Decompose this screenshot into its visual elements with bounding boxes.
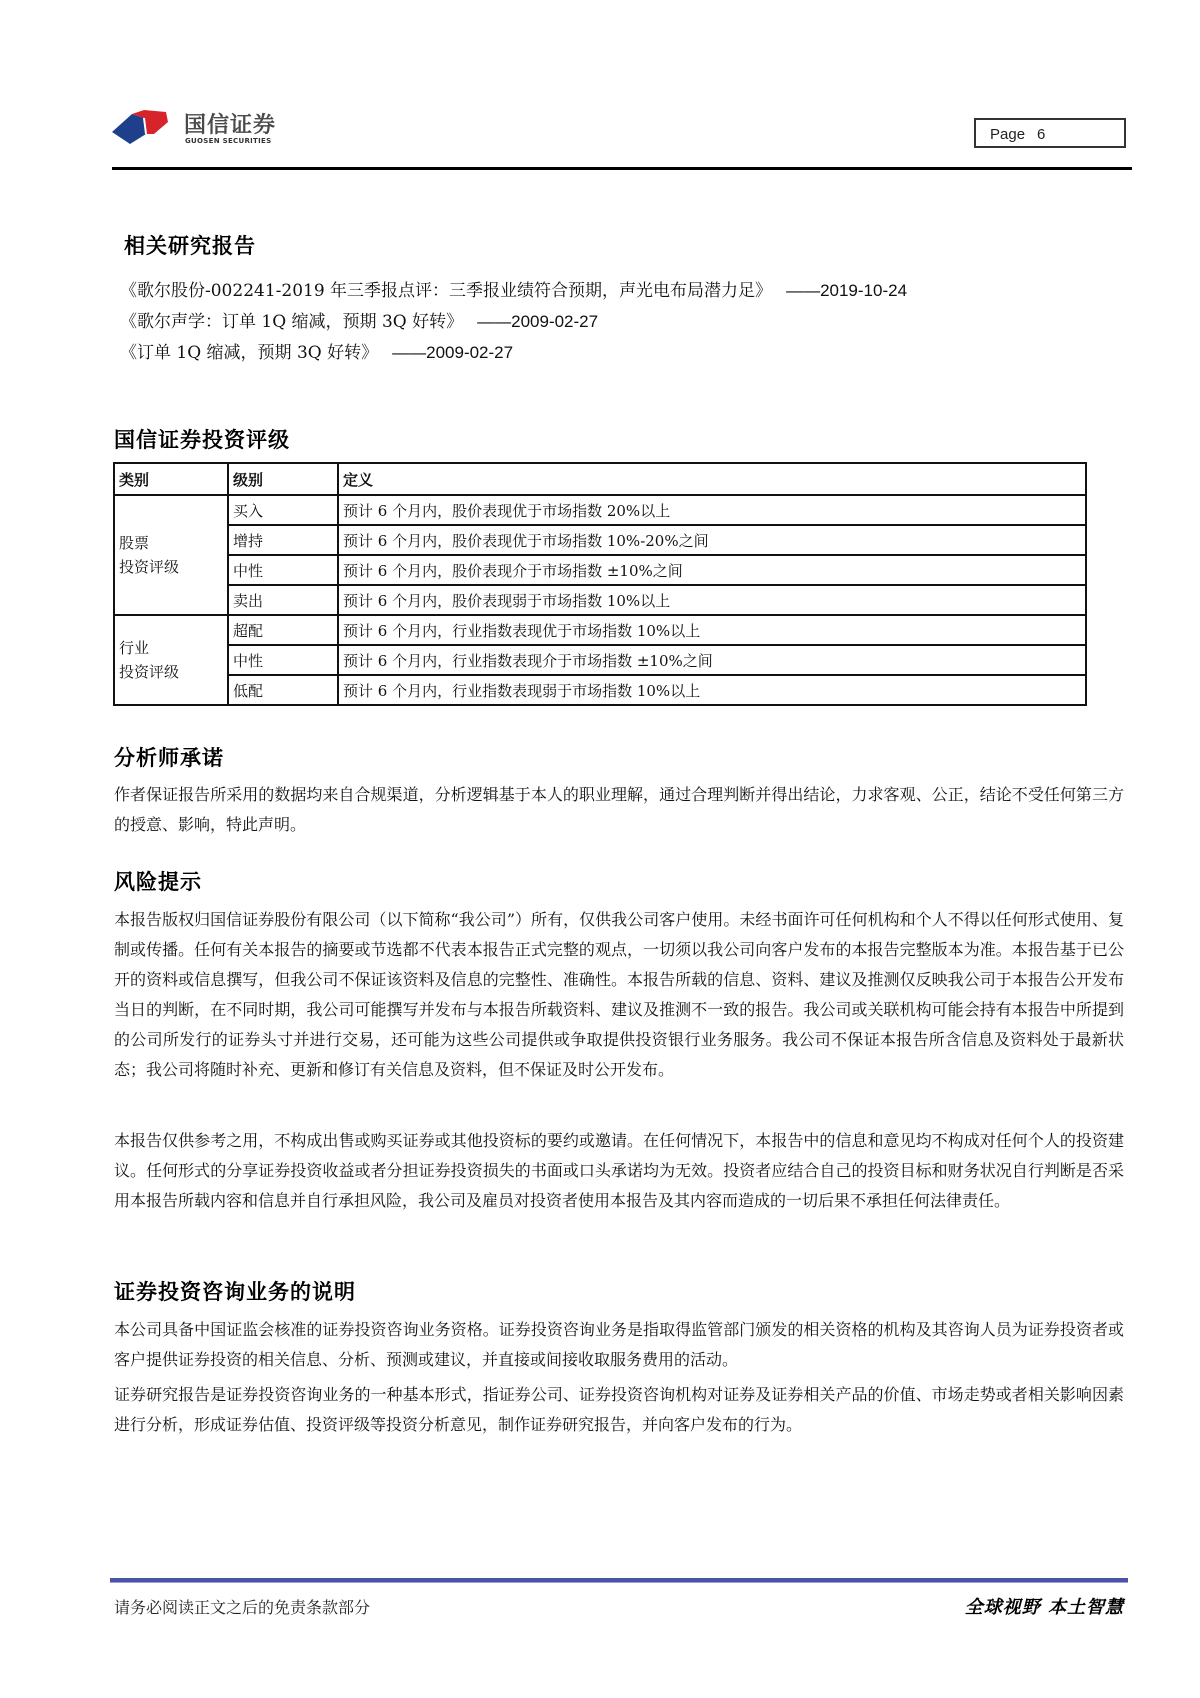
risk-warning-paragraph: 本报告版权归国信证券股份有限公司（以下简称“我公司”）所有，仅供我公司客户使用。未经书面许可任何机构和个人不得以任何形式使用、复制或传播。任何有关本报告的摘要或节选都不代表本报告正式完整的观点，一切须以我公司向客户发布的本报告完整版本为准。本报告基于已公开的资料或信息撰写，但我公司不保证该资料及信息的完整性、准确性。本报告所载的信息、资料、建议及推测仅反映我公司于本报告公开发布当日的判断，在不同时期，我公司可能撰写并发布与本报告所载资料、建议及推测不一致的报告。我公司或关联机构可能会持有本报告中所提到的公司所发行的证券头寸并进行交易，还可能为这些公司提供或争取提供投资银行业务服务。我公司不保证本报告所含信息及资料处于最新状态；我公司将随时补充、更新和修订有关信息及资料，但不保证及时公开发布。 xyxy=(114,910,1124,1079)
level-cell: 卖出 xyxy=(228,585,338,615)
related-report-item xyxy=(120,338,513,363)
category-cell-stock xyxy=(114,495,228,615)
related-reports-title: 相关研究报告 xyxy=(124,233,256,258)
related-report-date: ——2019-10-24 xyxy=(786,281,908,300)
page-label: Page xyxy=(990,126,1026,143)
table-row xyxy=(114,525,1086,555)
related-report-date: ——2009-02-27 xyxy=(477,312,599,331)
definition-cell: 预计 6 个月内，股价表现介于市场指数 ±10%之间 xyxy=(338,555,1086,585)
related-report-item xyxy=(120,276,907,301)
footer-disclaimer-note: 请务必阅读正文之后的免责条款部分 xyxy=(114,1598,371,1617)
rating-table xyxy=(113,462,1087,706)
category-line: 股票 xyxy=(119,534,150,552)
table-header-row xyxy=(114,463,1086,495)
analyst-commitment-title: 分析师承诺 xyxy=(114,745,224,770)
related-report-title: 《订单 1Q 缩减，预期 3Q 好转》 xyxy=(120,343,379,363)
table-row xyxy=(114,615,1086,645)
definition-cell: 预计 6 个月内，行业指数表现介于市场指数 ±10%之间 xyxy=(338,645,1086,675)
definition-cell: 预计 6 个月内，行业指数表现优于市场指数 10%以上 xyxy=(338,615,1086,645)
definition-cell: 预计 6 个月内，股价表现弱于市场指数 10%以上 xyxy=(338,585,1086,615)
column-header-category: 类别 xyxy=(114,463,228,495)
definition-cell: 预计 6 个月内，股价表现优于市场指数 20%以上 xyxy=(338,495,1086,525)
level-cell: 低配 xyxy=(228,675,338,705)
definition-cell: 预计 6 个月内，股价表现优于市场指数 10%-20%之间 xyxy=(338,525,1086,555)
table-row xyxy=(114,675,1086,705)
table-row xyxy=(114,645,1086,675)
level-cell: 超配 xyxy=(228,615,338,645)
related-report-date: ——2009-02-27 xyxy=(392,343,514,362)
page-number-box xyxy=(974,118,1126,148)
analyst-commitment-text: 作者保证报告所采用的数据均来自合规渠道，分析逻辑基于本人的职业理解，通过合理判断并得出结论，力求客观、公正，结论不受任何第三方的授意、影响，特此声明。 xyxy=(114,785,1124,834)
footer-slogan: 全球视野 本土智慧 xyxy=(964,1597,1124,1618)
logo-chinese-name: 国信证券 xyxy=(184,113,277,138)
advisory-business-paragraph: 本公司具备中国证监会核准的证券投资咨询业务资格。证券投资咨询业务是指取得监管部门颁发的相关资格的机构及其咨询人员为证券投资者或客户提供证券投资的相关信息、分析、预测或建议，并直接或间接收取服务费用的活动。 xyxy=(114,1320,1124,1369)
level-cell: 买入 xyxy=(228,495,338,525)
table-row xyxy=(114,585,1086,615)
guosen-logo-icon xyxy=(110,108,180,148)
table-row xyxy=(114,495,1086,525)
level-cell: 中性 xyxy=(228,645,338,675)
level-cell: 中性 xyxy=(228,555,338,585)
column-header-definition: 定义 xyxy=(338,463,1086,495)
category-line: 行业 xyxy=(119,639,150,657)
advisory-business-paragraph: 证券研究报告是证券投资咨询业务的一种基本形式，指证券公司、证券投资咨询机构对证券及证券相关产品的价值、市场走势或者相关影响因素进行分析，形成证券估值、投资评级等投资分析意见，制作证券研究报告，并向客户发布的行为。 xyxy=(114,1385,1124,1434)
level-cell: 增持 xyxy=(228,525,338,555)
table-row xyxy=(114,555,1086,585)
logo-english-name: GUOSEN SECURITIES xyxy=(185,137,272,145)
page-number: 6 xyxy=(1037,126,1046,143)
risk-warning-paragraph: 本报告仅供参考之用，不构成出售或购买证券或其他投资标的要约或邀请。在任何情况下，本报告中的信息和意见均不构成对任何个人的投资建议。任何形式的分享证券投资收益或者分担证券投资损失的书面或口头承诺均为无效。投资者应结合自己的投资目标和财务状况自行判断是否采用本报告所载内容和信息并自行承担风险，我公司及雇员对投资者使用本报告及其内容而造成的一切后果不承担任何法律责任。 xyxy=(114,1131,1124,1210)
advisory-business-title: 证券投资咨询业务的说明 xyxy=(114,1279,356,1304)
header-divider xyxy=(112,167,1132,170)
rating-system-title: 国信证券投资评级 xyxy=(114,427,290,452)
footer-divider xyxy=(110,1578,1128,1583)
definition-cell: 预计 6 个月内，行业指数表现弱于市场指数 10%以上 xyxy=(338,675,1086,705)
related-report-item xyxy=(120,307,598,332)
column-header-level: 级别 xyxy=(228,463,338,495)
category-line: 投资评级 xyxy=(119,663,180,681)
category-cell-industry xyxy=(114,615,228,705)
risk-warning-title: 风险提示 xyxy=(114,869,202,894)
category-line: 投资评级 xyxy=(119,558,180,576)
guosen-logo xyxy=(110,104,280,152)
related-report-title: 《歌尔声学：订单 1Q 缩减，预期 3Q 好转》 xyxy=(120,312,464,332)
related-report-title: 《歌尔股份-002241-2019 年三季报点评：三季报业绩符合预期，声光电布局潜力足》 xyxy=(120,281,773,301)
